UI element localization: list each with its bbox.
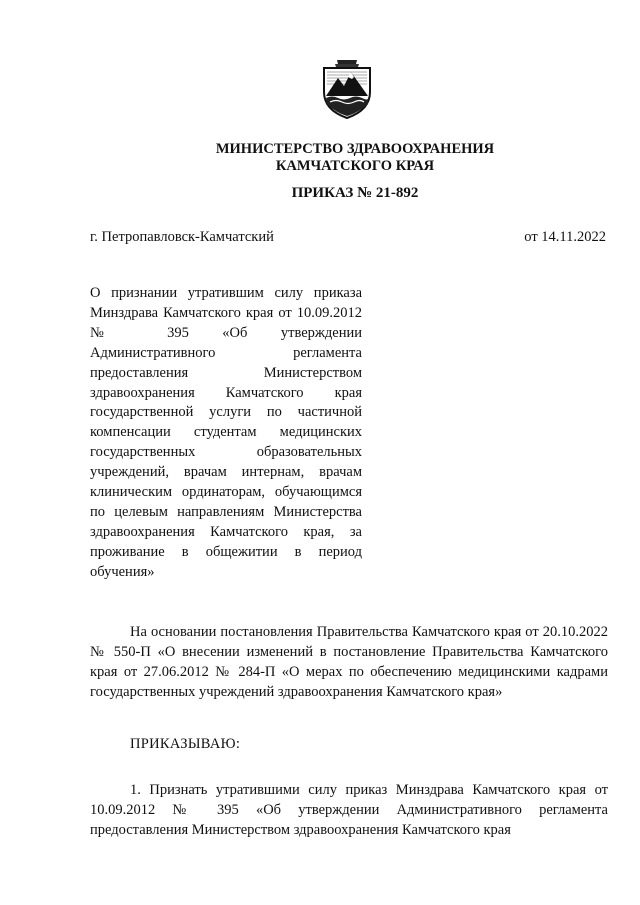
legal-basis-paragraph: На основании постановления Правительства Камчатского края от 20.10.2022 № 550-П «О внесении изменений в постановление Правительства Камчатского края от 27.06.2012 № 284-П «О мерах по обеспечению медицинскими кадрами государственных учреждений здравоохранения Камчатского края» bbox=[90, 624, 608, 700]
order-date: от 14.11.2022 bbox=[524, 229, 606, 245]
city-line: г. Петропавловск-Камчатский bbox=[90, 229, 274, 245]
ministry-name-line1: МИНИСТЕРСТВО ЗДРАВООХРАНЕНИЯ bbox=[215, 141, 495, 157]
ministry-name-line2: КАМЧАТСКОГО КРАЯ bbox=[275, 158, 435, 174]
order-item-1: 1. Признать утратившими силу приказ Минздрава Камчатского края от 10.09.2012 № 395 «Об утверждении Административного регламента предоставления Министерством здравоохранения Камчатского края bbox=[90, 782, 608, 838]
order-title: ПРИКАЗ № 21-892 bbox=[291, 185, 419, 201]
coat-of-arms-icon bbox=[318, 58, 376, 120]
order-subject: О признании утратившим силу приказа Минздрава Камчатского края от 10.09.2012 № 395 «Об утверждении Административного регламента предоставления Министерством здравоохранения Камчатского края государственной услуги по частичной компенсации студентам медицинских государственных образовательных учреждений, врачам интернам, врачам клиническим ординаторам, обучающимся по целевым направлениям Министерства здравоохранения Камчатского края, за проживание в общежитии в период обучения» bbox=[90, 285, 362, 580]
order-directive-heading: ПРИКАЗЫВАЮ: bbox=[130, 736, 241, 752]
